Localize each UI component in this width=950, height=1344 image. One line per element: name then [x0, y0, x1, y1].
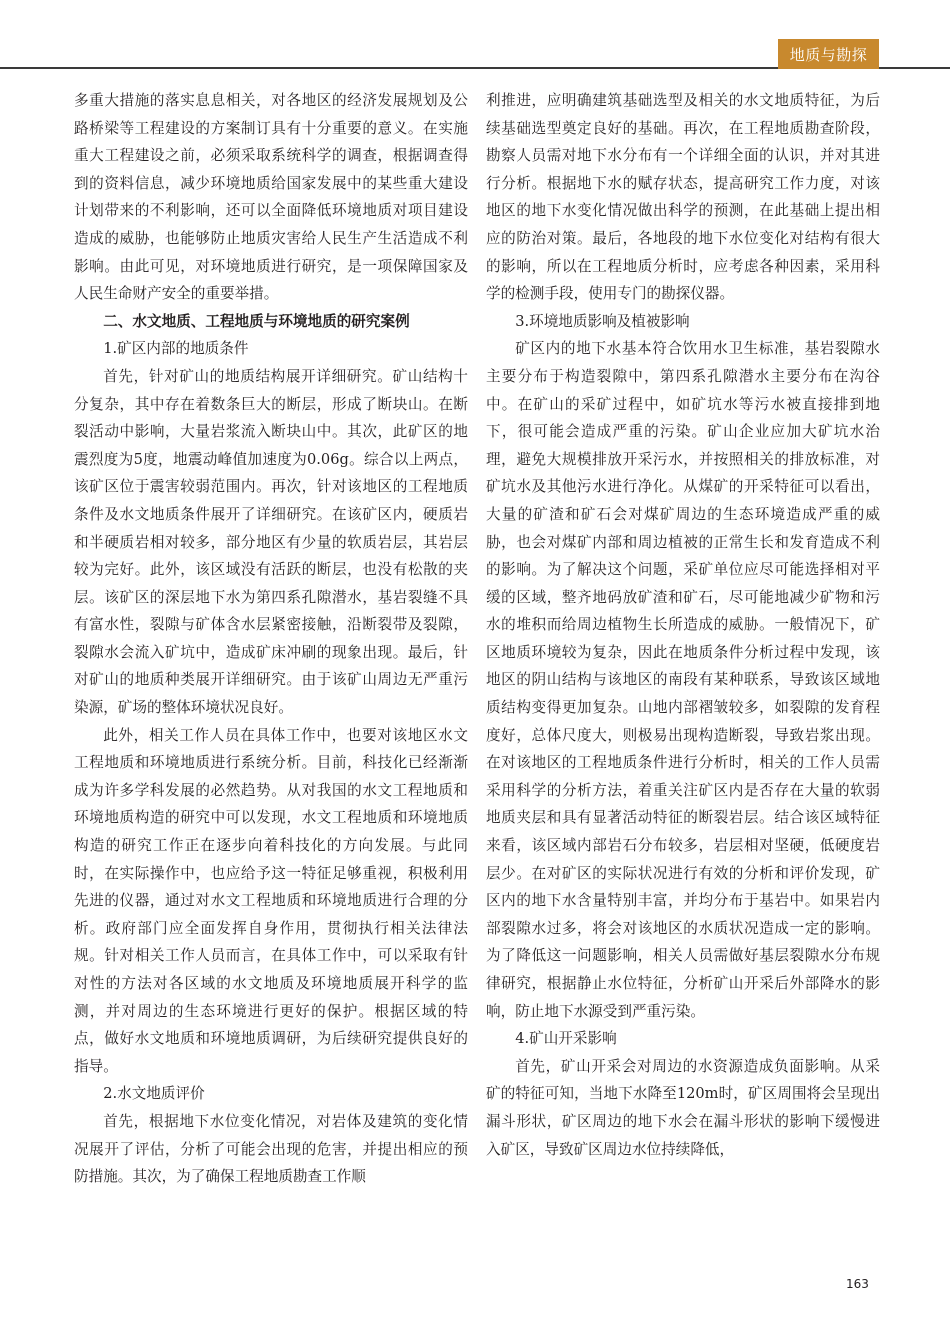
- paragraph: 首先，根据地下水位变化情况，对岩体及建筑的变化情况展开了评估，分析了可能会出现的危害，并提出相应的预防措施。其次，为了确保工程地质勘查工作顺: [74, 1112, 468, 1186]
- subsection-heading: 2.水文地质评价: [103, 1085, 205, 1103]
- paragraph: 矿区内的地下水基本符合饮用水卫生标准，基岩裂隙水主要分布于构造裂隙中，第四系孔隙潜水主要分布在沟谷中。在矿山的采矿过程中，如矿坑水等污水被直接排到地下，很可能会造成严重的污染。矿山企业应加大矿坑水治理，避免大规模排放开采污水，并按照相关的排放标准，对矿坑水及其他污水进行净化。从煤矿的开采特征可以看出，大量的矿渣和矿石会对煤矿周边的生态环境造成严重的威胁，也会对煤矿内部和周边植被的正常生长和发育造成不利的影响。为了解决这个问题，采矿单位应尽可能选择相对平缓的区域，整齐地码放矿渣和矿石，尽可能地减少矿物和污水的堆积而给周边植物生长所造成的威胁。一般情况下，矿区地质环境较为复杂，因此在地质条件分析过程中发现，该地区的阴山结构与该地区的南段有某种联系，导致该区域地质结构变得更加复杂。山地内部褶皱较多，如裂隙的发育程度好，总体尺度大，则极易出现构造断裂，导致岩浆出现。在对该地区的工程地质条件进行分析时，相关的工作人员需采用科学的分析方法，着重关注矿区内是否存在大量的软弱地质夹层和具有显著活动特征的断裂岩层。结合该区域特征来看，该区域内部岩石分布较多，岩层相对坚硬，低硬度岩层少。在对矿区的实际状况进行有效的分析和评价发现，矿区内的地下水含量特别丰富，并均分布于基岩中。如果岩内部裂隙水过多，将会对该地区的水质状况造成一定的影响。为了降低这一问题影响，相关人员需做好基层裂隙水分布规律研究，根据静止水位特征，分析矿山开采后外部降水的影响，防止地下水源受到严重污染。: [486, 340, 880, 1020]
- paragraph: 此外，相关工作人员在具体工作中，也要对该地区水文工程地质和环境地质进行系统分析。目前，科技化已经渐渐成为许多学科发展的必然趋势。从对我国的水文工程地质和环境地质构造的研究中可以发现，水文工程地质和环境地质构造的研究工作正在逐步向着科技化的方向发展。与此同时，在实际操作中，也应给予这一特征足够重视，积极利用先进的仪器，通过对水文工程地质和环境地质进行合理的分析。政府部门应全面发挥自身作用，贯彻执行相关法律法规。针对相关工作人员而言，在具体工作中，可以采取有针对性的方法对各区域的水文地质及环境地质展开科学的监测，并对周边的生态环境进行更好的保护。根据区域的特点，做好水文地质和环境地质调研，为后续研究提供良好的指导。: [74, 726, 468, 1075]
- subsection-heading: 4.矿山开采影响: [515, 1030, 617, 1048]
- section-heading: 二、水文地质、工程地质与环境地质的研究案例: [103, 312, 410, 330]
- paragraph: 首先，矿山开采会对周边的水资源造成负面影响。从采矿的特征可知，当地下水降至120m时，矿区周围将会呈现出漏斗形状，矿区周边的地下水会在漏斗形状的影响下缓慢进入矿区，导致矿区周边水位持续降低，: [486, 1057, 880, 1158]
- section-label: 地质与勘探: [778, 39, 879, 69]
- page-number: 163: [846, 1277, 869, 1291]
- subsection-heading: 1.矿区内部的地质条件: [103, 340, 249, 358]
- subsection-heading: 3.环境地质影响及植被影响: [515, 312, 690, 330]
- paragraph: 首先，针对矿山的地质结构展开详细研究。矿山结构十分复杂，其中存在着数条巨大的断层，形成了断块山。在断裂活动中影响，大量岩浆流入断块山中。其次，此矿区的地震烈度为5度，地震动峰值加速度为0.06g。综合以上两点，该矿区位于震害较弱范围内。再次，针对该地区的工程地质条件及水文地质条件展开了详细研究。在该矿区内，硬质岩和半硬质岩相对较多，部分地区有少量的软质岩层，其岩层较为完好。此外，该区域没有活跃的断层，也没有松散的夹层。该矿区的深层地下水为第四系孔隙潜水，基岩裂缝不具有富水性，裂隙与矿体含水层紧密接触，沿断裂带及裂隙，裂隙水会流入矿坑中，造成矿床冲刷的现象出现。最后，针对矿山的地质种类展开详细研究。由于该矿山周边无严重污染源，矿场的整体环境状况良好。: [74, 367, 468, 717]
- paragraph: 多重大措施的落实息息相关，对各地区的经济发展规划及公路桥梁等工程建设的方案制订具有十分重要的意义。在实施重大工程建设之前，必须采取系统科学的调查，根据调查得到的资料信息，减少环境地质给国家发展中的某些重大建设计划带来的不利影响，还可以全面降低环境地质对项目建设造成的威胁，也能够防止地质灾害给人民生产生活造成不利影响。由此可见，对环境地质进行研究，是一项保障国家及人民生命财产安全的重要举措。: [74, 92, 468, 303]
- left-column: [74, 87, 468, 1191]
- right-column: [486, 87, 880, 1163]
- paragraph: 利推进，应明确建筑基础选型及相关的水文地质特征，为后续基础选型奠定良好的基础。再次，在工程地质勘查阶段，勘察人员需对地下水分布有一个详细全面的认识，并对其进行分析。根据地下水的赋存状态，提高研究工作力度，对该地区的地下水变化情况做出科学的预测，在此基础上提出相应的防治对策。最后，各地段的地下水位变化对结构有很大的影响，所以在工程地质分析时，应考虑各种因素，采用科学的检测手段，使用专门的勘探仪器。: [486, 92, 880, 303]
